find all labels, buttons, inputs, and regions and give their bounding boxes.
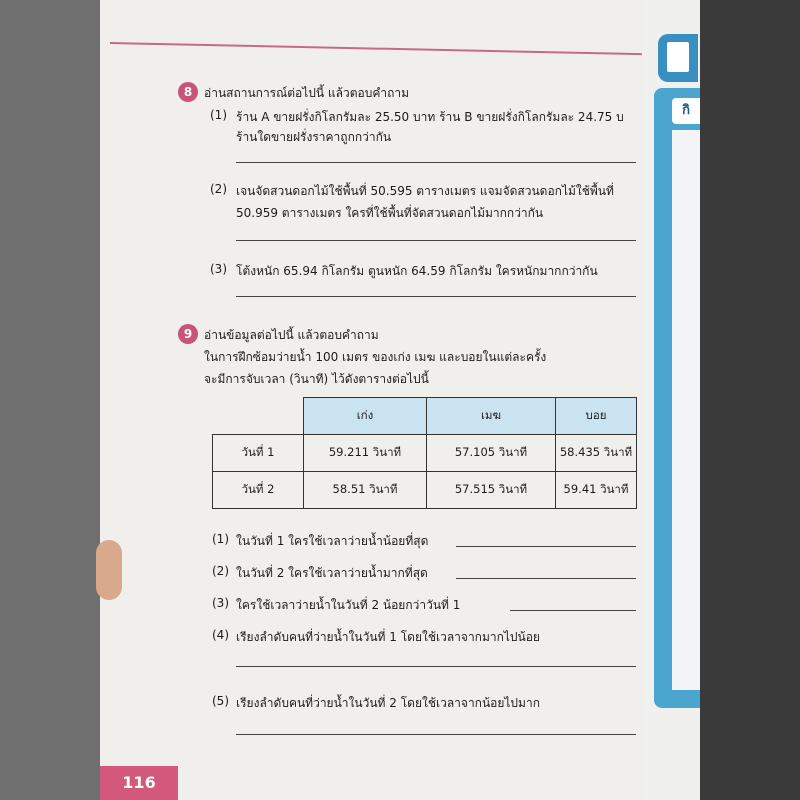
q9-item-4-number: (4) xyxy=(212,628,229,642)
q9-item-1-answer-line[interactable] xyxy=(456,546,636,547)
facing-page xyxy=(642,0,700,800)
thumb xyxy=(96,540,122,600)
q9-item-5-text: เรียงลำดับคนที่ว่ายน้ำในวันที่ 2 โดยใช้เวลาจากน้อยไปมาก xyxy=(236,696,540,710)
swim-times-table xyxy=(212,397,637,509)
q9-item-3-answer-line[interactable] xyxy=(510,610,636,611)
q9-item-5-number: (5) xyxy=(212,694,229,708)
cell-day2-mek: 57.515 วินาที xyxy=(427,472,556,509)
q9-item-3-text: ใครใช้เวลาว่ายน้ำในวันที่ 2 น้อยกว่าวันที่ 1 xyxy=(236,598,461,612)
question-9-title: อ่านข้อมูลต่อไปนี้ แล้วตอบคำถาม xyxy=(204,328,379,342)
q8-item-2-number: (2) xyxy=(210,182,227,196)
question-9-intro-2: จะมีการจับเวลา (วินาที) ไว้ดังตารางต่อไปนี้ xyxy=(204,372,429,386)
q8-item-3-answer-line[interactable] xyxy=(236,296,636,297)
cell-day2-boy: 59.41 วินาที xyxy=(556,472,637,509)
cell-day1-mek: 57.105 วินาที xyxy=(427,435,556,472)
row-label-day-2: วันที่ 2 xyxy=(213,472,304,509)
row-label-day-1: วันที่ 1 xyxy=(213,435,304,472)
cell-day2-keng: 58.51 วินาที xyxy=(304,472,427,509)
table-row xyxy=(213,472,637,509)
q9-item-1-text: ในวันที่ 1 ใครใช้เวลาว่ายน้ำน้อยที่สุด xyxy=(236,534,429,548)
question-9-intro-1: ในการฝึกซ้อมว่ายน้ำ 100 เมตร ของเก่ง เมฆ และบอยในแต่ละครั้ง xyxy=(204,350,547,364)
cell-day1-boy: 58.435 วินาที xyxy=(556,435,637,472)
question-9-badge: 9 xyxy=(178,324,198,344)
q8-item-2-answer-line[interactable] xyxy=(236,240,636,241)
q9-item-3-number: (3) xyxy=(212,596,229,610)
q9-item-2-answer-line[interactable] xyxy=(456,578,636,579)
table-header-mek: เมฆ xyxy=(427,398,556,435)
notepad-icon xyxy=(658,34,698,82)
table-row xyxy=(213,435,637,472)
side-panel-body xyxy=(672,130,700,690)
q9-item-5-answer-line[interactable] xyxy=(236,734,636,735)
question-8-badge: 8 xyxy=(178,82,198,102)
table-corner xyxy=(213,398,304,435)
question-8-title: อ่านสถานการณ์ต่อไปนี้ แล้วตอบคำถาม xyxy=(204,86,410,100)
q9-item-4-answer-line[interactable] xyxy=(236,666,636,667)
q8-item-1-text: ร้าน A ขายฝรั่งกิโลกรัมละ 25.50 บาท ร้าน B ขายฝรั่งกิโลกรัมละ 24.75 บ xyxy=(236,110,624,124)
q9-item-4-text: เรียงลำดับคนที่ว่ายน้ำในวันที่ 1 โดยใช้เวลาจากมากไปน้อย xyxy=(236,630,540,644)
table-header-keng: เก่ง xyxy=(304,398,427,435)
q8-item-2-question: 50.959 ตารางเมตร ใครที่ใช้พื้นที่จัดสวนดอกไม้มากกว่ากัน xyxy=(236,206,544,220)
q9-item-2-number: (2) xyxy=(212,564,229,578)
q8-item-1-question: ร้านใดขายฝรั่งราคาถูกกว่ากัน xyxy=(236,130,392,144)
q8-item-2-text: เจนจัดสวนดอกไม้ใช้พื้นที่ 50.595 ตารางเมตร แจมจัดสวนดอกไม้ใช้พื้นที่ xyxy=(236,184,614,198)
q8-item-3-number: (3) xyxy=(210,262,227,276)
q9-item-1-number: (1) xyxy=(212,532,229,546)
q8-item-1-answer-line[interactable] xyxy=(236,162,636,163)
q8-item-1-number: (1) xyxy=(210,108,227,122)
q8-item-3-text: โต้งหนัก 65.94 กิโลกรัม ตูนหนัก 64.59 กิโลกรัม ใครหนักมากกว่ากัน xyxy=(236,264,598,278)
background-edge xyxy=(700,0,800,800)
q9-item-2-text: ในวันที่ 2 ใครใช้เวลาว่ายน้ำมากที่สุด xyxy=(236,566,428,580)
page-number: 116 xyxy=(100,766,178,800)
header-rule xyxy=(110,42,642,55)
table-header-boy: บอย xyxy=(556,398,637,435)
side-panel-heading: กิ xyxy=(672,98,700,124)
cell-day1-keng: 59.211 วินาที xyxy=(304,435,427,472)
workbook-page xyxy=(100,0,642,800)
